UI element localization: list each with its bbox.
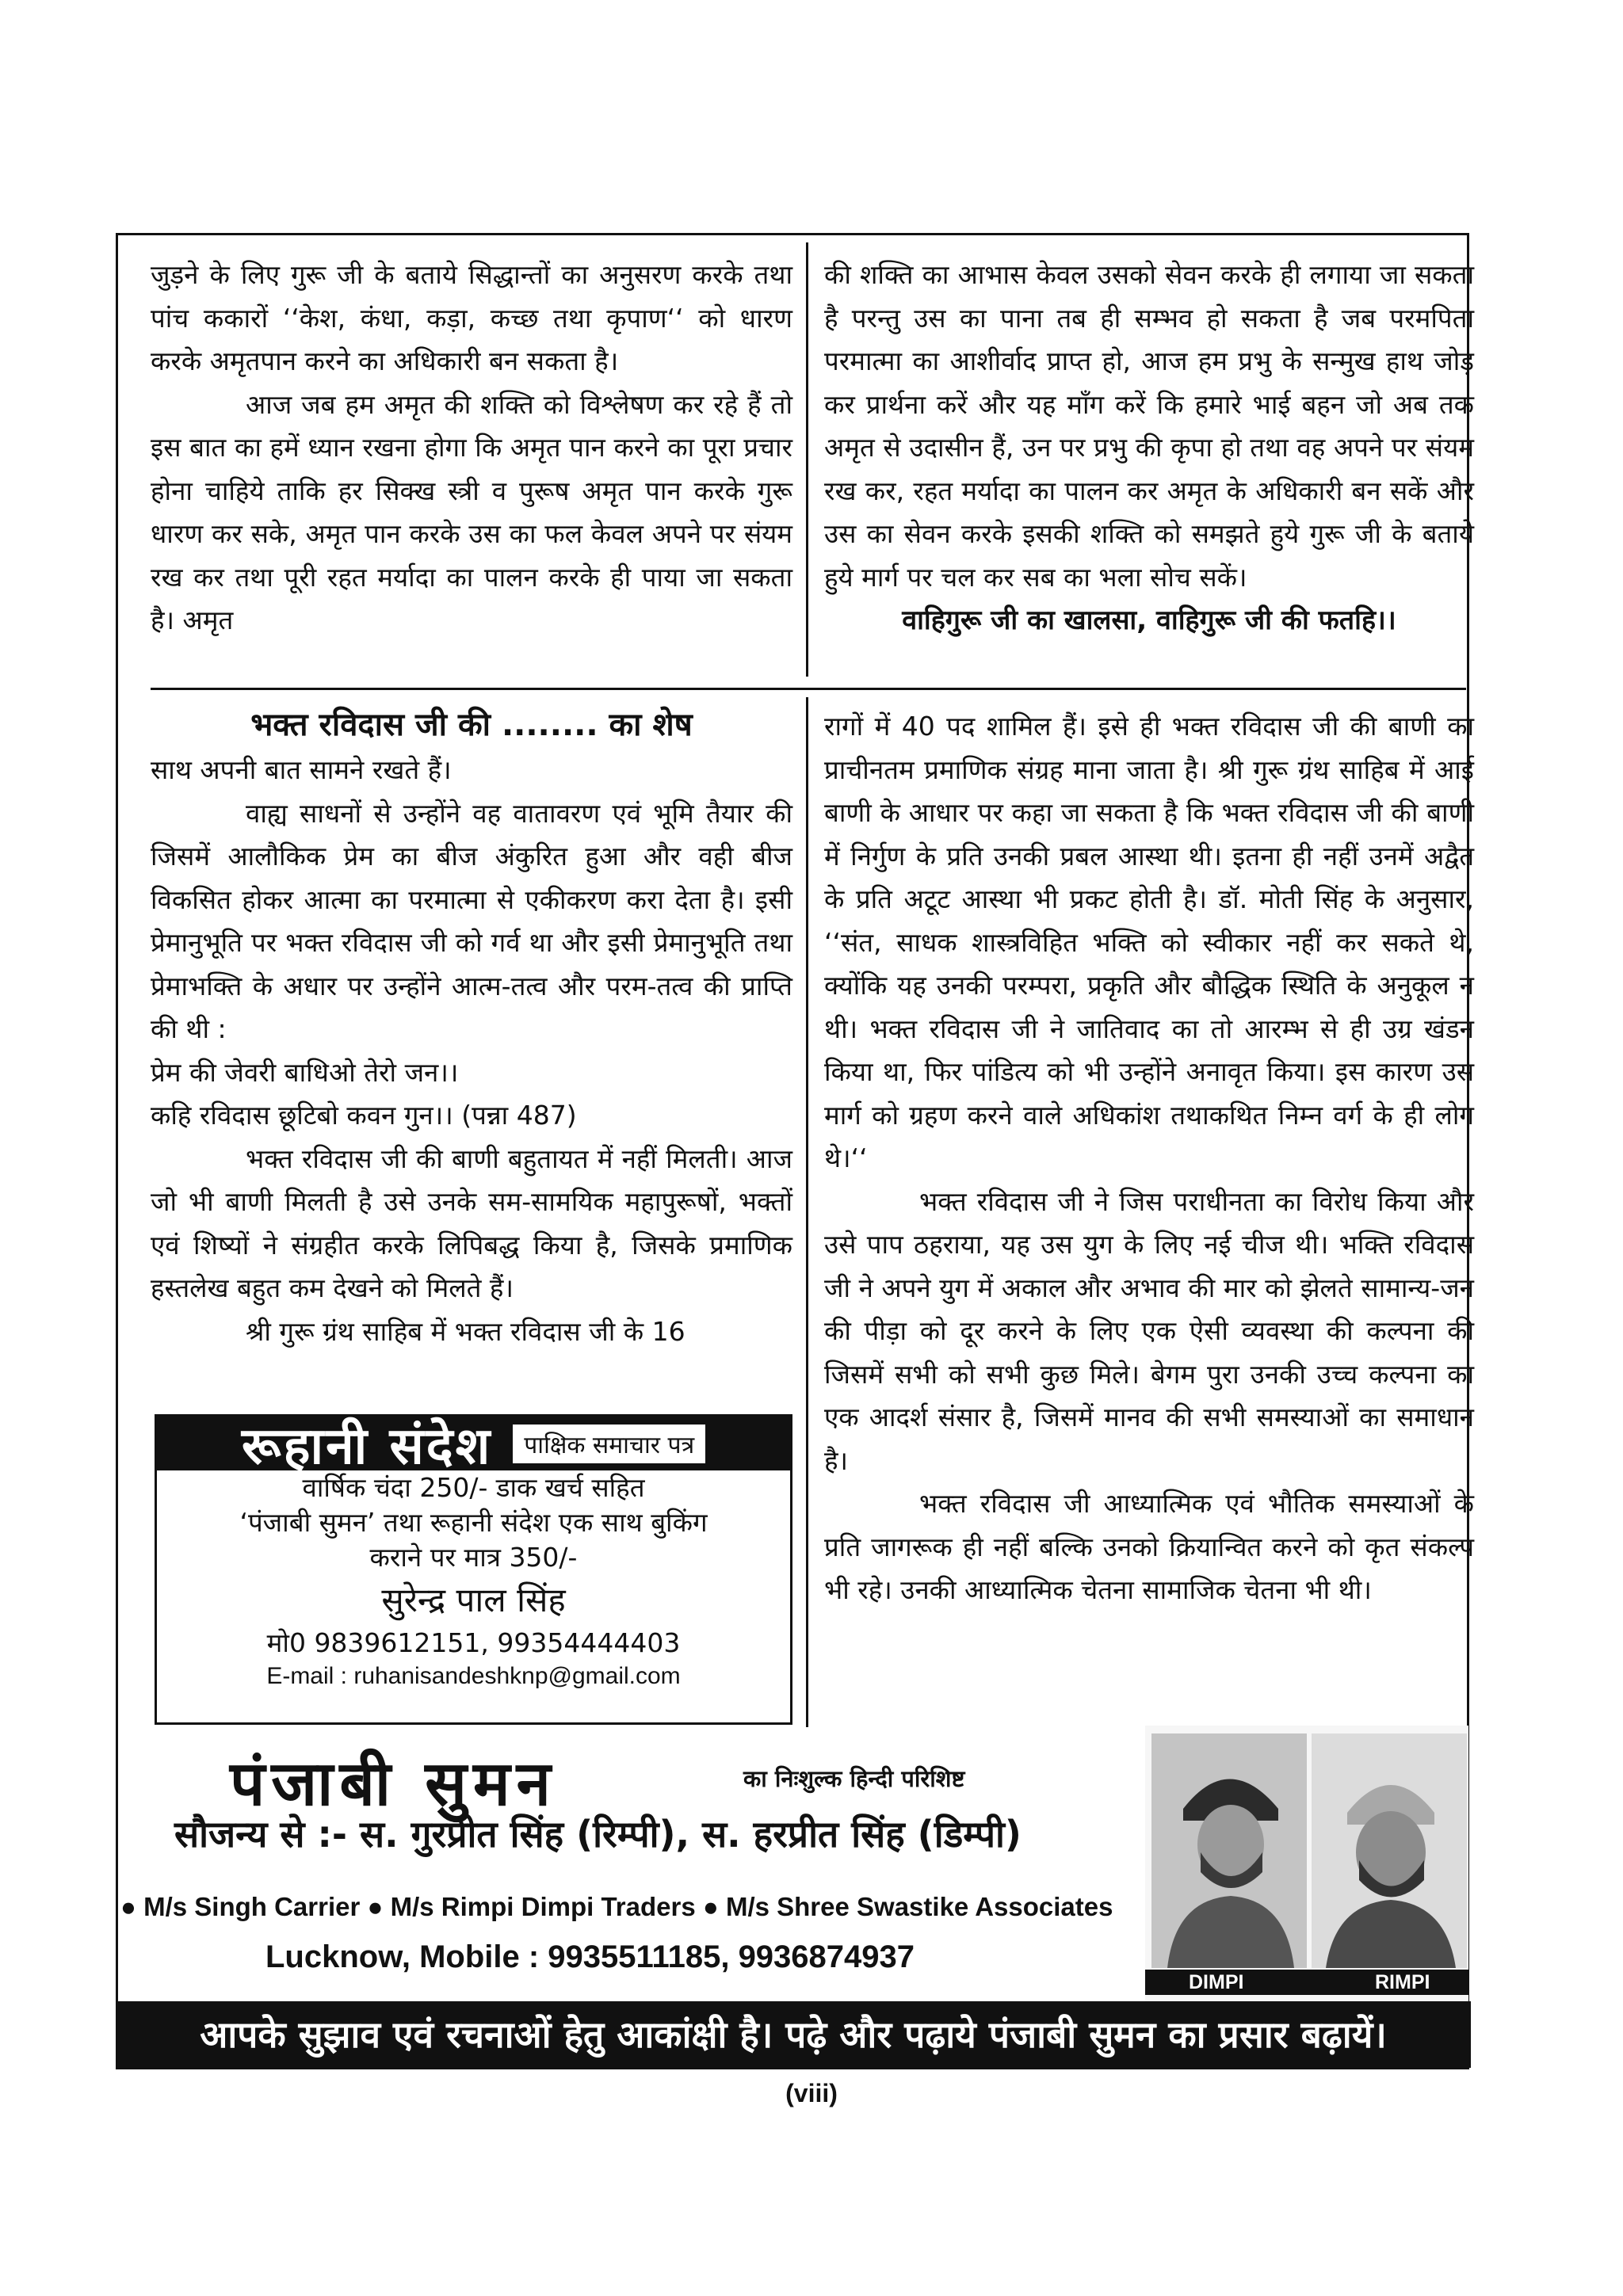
top-right-column	[824, 254, 1474, 643]
article-title: भक्त रविदास जी की ........ का शेष	[250, 707, 693, 743]
column-divider	[806, 697, 808, 1727]
paragraph: साथ अपनी बात सामने रखते हैं।	[151, 754, 452, 785]
person-photo-icon	[1151, 1733, 1307, 1968]
photo-labels	[1145, 1970, 1468, 1995]
paragraph: भक्त रविदास जी की बाणी बहुतायत में नहीं मिलती। आज जो भी बाणी मिलती है उसे उनके सम-सामयिक महापुरूषों, भक्तों एवं शिष्यों ने संग्रहीत करके लिपिबद्ध किया है, जिसके प्रमाणिक हस्तलेख बहुत कम देखने को मिलते हैं।	[151, 1142, 792, 1303]
paragraph: आज जब हम अमृत की शक्ति को विश्लेषण कर रहे हैं तो इस बात का हमें ध्यान रखना होगा कि अमृत पान करने का पूरा प्रचार होना चाहिये ताकि हर सिक्ख स्त्री व पुरूष अमृत पान करके गुरू धारण कर सके, अमृत पान करके उस का फल केवल अपने पर संयम रख कर तथा पूरी रहत मर्यादा का पालन करके ही पाया जा सकता है। अमृत	[151, 388, 792, 635]
sponsor-line: सौजन्य से :- स. गुरप्रीत सिंह (रिम्पी), स. हरप्रीत सिंह (डिम्पी)	[174, 1813, 1022, 1855]
paragraph: जुड़ने के लिए गुरू जी के बताये सिद्धान्तों का अनुसरण करके तथा पांच ककारों ‘‘केश, कंधा, कड़ा, कच्छ तथा कृपाण‘‘ को धारण करके अमृतपान करने का अधिकारी बन सकता है।	[151, 259, 792, 376]
bottom-left-column	[151, 749, 792, 1353]
photo-dimpi	[1151, 1733, 1307, 1968]
banner-subtitle: का निःशुल्क हिन्दी परिशिष्ट	[743, 1765, 965, 1792]
paragraph: भक्त रविदास जी ने जिस पराधीनता का विरोध किया और उसे पाप ठहराया, यह उस युग के लिए नई चीज थी। भक्ति रविदास जी ने अपने युग में अकाल और अभाव की मार को झेलते सामान्य-जन की पीड़ा को दूर करने के लिए एक ऐसी व्यवस्था की कल्पना की जिसमें सभी को सभी कुछ मिले। बेगम पुरा उनकी उच्च कल्पना का एक आदर्श संसार है, जिसमें मानव की सभी समस्याओं का समाधान है।	[824, 1185, 1474, 1476]
subscription-offer-price: कराने पर मात्र 350/-	[369, 1542, 578, 1573]
editor-name: सुरेन्द्र पाल सिंह	[381, 1581, 566, 1619]
newspaper-logo: रूहानी संदेश	[241, 1416, 493, 1476]
paragraph: की शक्ति का आभास केवल उसको सेवन करके ही लगाया जा सकता है परन्तु उस का पाना तब ही सम्भव हो सकता है जब परमपिता परमात्मा का आशीर्वाद प्राप्त हो, आज हम प्रभु के सन्मुख हाथ जोड़ कर प्रार्थना करें और यह माँग करें कि हमारे भाई बहन जो अब तक अमृत से उदासीन हैं, उन पर प्रभु की कृपा हो तथा वह अपने पर संयम रख कर, रहत मर्यादा का पालन कर अमृत के अधिकारी बन सकें और उस का सेवन करके इसकी शक्ति को समझते हुये गुरू जी के बताये हुये मार्ग पर चल कर सब का भला सोच सकें।	[824, 259, 1474, 593]
firms-line: ● M/s Singh Carrier ● M/s Rimpi Dimpi Traders ● M/s Shree Swastike Associates	[120, 1892, 1113, 1921]
paragraph: भक्त रविदास जी आध्यात्मिक एवं भौतिक समस्याओं के प्रति जागरूक ही नहीं बल्कि उनको क्रियान्वित करने को कृत संकल्प भी रहे। उनकी आध्यात्मिक चेतना सामाजिक चेतना भी थी।	[824, 1488, 1474, 1605]
footer-slogan: आपके सुझाव एवं रचनाओं हेतु आकांक्षी है। पढ़े और पढ़ाये पंजाबी सुमन का प्रसार बढ़ायें।	[116, 2001, 1471, 2068]
photo-label: DIMPI	[1189, 1971, 1244, 1993]
paragraph: श्री गुरू ग्रंथ साहिब में भक्त रविदास जी के 16	[246, 1315, 685, 1347]
editor-phone: मो0 9839612151, 99354444403	[266, 1627, 681, 1658]
contact-line: Lucknow, Mobile : 9935511185, 9936874937	[265, 1939, 915, 1974]
subscription-price: वार्षिक चंदा 250/- डाक खर्च सहित	[302, 1472, 645, 1503]
paragraph: वाह्य साधनों से उन्होंने वह वातावरण एवं भूमि तैयार की जिसमें आलौकिक प्रेम का बीज अंकुरित हुआ और वही बीज विकसित होकर आत्मा का परमात्मा से एकीकरण करा देता है। इसी प्रेमानुभूति पर भक्त रविदास जी को गर्व था और इसी प्रेमानुभूति तथा प्रेमाभक्ति के अधार पर उन्होंने आत्म-तत्व और परम-तत्व की प्राप्ति की थी :	[151, 797, 792, 1044]
editor-email: E-mail : ruhanisandeshknp@gmail.com	[266, 1663, 681, 1689]
photo-label: RIMPI	[1375, 1971, 1430, 1993]
subscription-header	[157, 1416, 790, 1476]
verse-line: प्रेम की जेवरी बाधिओ तेरो जन।।	[151, 1056, 459, 1088]
verse-line: कहि रविदास छूटिबो कवन गुन।। (पन्ना 487)	[151, 1100, 577, 1131]
column-divider	[806, 242, 808, 677]
paragraph: रागों में 40 पद शामिल हैं। इसे ही भक्त रविदास जी की बाणी का प्राचीनतम प्रमाणिक संग्रह माना जाता है। श्री गुरू ग्रंथ साहिब में आई बाणी के आधार पर कहा जा सकता है कि भक्त रविदास जी की बाणी में निर्गुण के प्रति उनकी प्रबल आस्था थी। इतना ही नहीं उनमें अद्वैत के प्रति अटूट आस्था भी प्रकट होती है। डॉ. मोती सिंह के अनुसार, ‘‘संत, साधक शास्त्रविहित भक्ति को स्वीकार नहीं कर सकते थे, क्योंकि यह उनकी परम्परा, प्रकृति और बौद्धिक स्थिति के अनुकूल न थी। भक्त रविदास जी ने जातिवाद का तो आरम्भ से ही उग्र खंडन किया था, फिर पांडित्य को भी उन्होंने अनावृत किया। इस कारण उस मार्ग को ग्रहण करने वाले अधिकांश तथाकथित निम्न वर्ग के ही लोग थे।‘‘	[824, 711, 1474, 1173]
top-left-column	[151, 254, 792, 643]
subscription-box	[155, 1414, 792, 1725]
sponsor-photos	[1145, 1726, 1468, 2001]
page-number: (viii)	[785, 2079, 838, 2107]
subscription-offer: ‘पंजाबी सुमन’ तथा रूहानी संदेश एक साथ बुकिंग	[239, 1507, 708, 1538]
photo-rimpi	[1312, 1733, 1467, 1968]
newspaper-tag: पाक्षिक समाचार पत्र	[513, 1425, 705, 1463]
bottom-right-column	[824, 705, 1474, 1612]
banner-title: पंजाबी सुमन	[230, 1748, 557, 1820]
person-photo-icon	[1312, 1733, 1467, 1968]
closing-salutation: वाहिगुरू जी का खालसा, वाहिगुरू जी की फतहि।।	[902, 605, 1396, 636]
section-divider	[151, 688, 1466, 690]
